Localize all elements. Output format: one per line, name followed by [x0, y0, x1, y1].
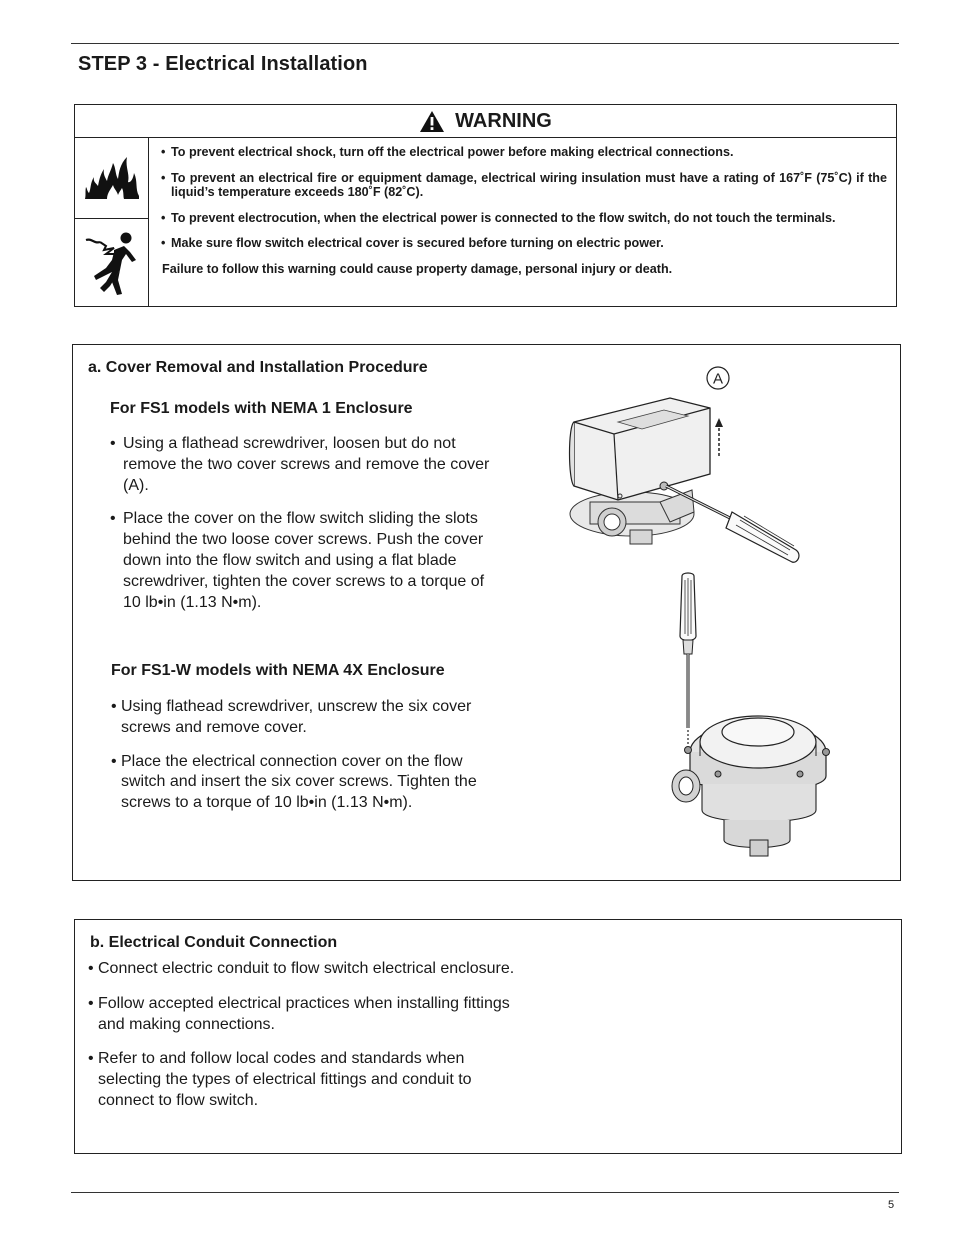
page-number: 5 — [888, 1199, 895, 1211]
fs1w-bullets — [111, 697, 499, 814]
section-b-title: b. Electrical Conduit Connection — [90, 934, 338, 951]
fs1w-heading: For FS1-W models with NEMA 4X Enclosure — [111, 662, 445, 679]
list-item: • Place the electrical connection cover on the flow switch and insert the six cover screws. Tighten the screws to a torque of 10 lb•in (1.13 N•m). — [111, 752, 477, 812]
warning-label: WARNING — [455, 109, 552, 132]
fire-icon-cell — [75, 138, 148, 219]
list-item: • Using flathead screwdriver, unscrew the six cover screws and remove cover. — [111, 698, 472, 736]
figure-label-a: A — [712, 370, 724, 388]
warning-box — [74, 104, 897, 307]
list-item: • Follow accepted electrical practices when installing fittings and making connections. — [88, 994, 510, 1033]
warning-item: • To prevent electrical shock, turn off the electrical power before making electrical connections. — [161, 145, 734, 159]
section-a-title: a. Cover Removal and Installation Procedure — [88, 359, 428, 376]
page-title: STEP 3 - Electrical Installation — [78, 53, 368, 75]
fs1-bullets — [110, 434, 506, 613]
fs1w-cover-removal-illustration — [640, 570, 840, 865]
warning-item: • To prevent an electrical fire or equipment damage, electrical wiring insulation must have a rating of 167˚F (75˚C) if the liquid’s temperature exceeds 180˚F (82˚C). — [161, 170, 887, 199]
warning-failure-text: Failure to follow this warning could cause property damage, personal injury or death. — [162, 261, 673, 276]
warning-item: • Make sure flow switch electrical cover is secured before turning on electric power. — [161, 236, 664, 250]
fs1-heading: For FS1 models with NEMA 1 Enclosure — [110, 400, 413, 417]
bottom-rule — [71, 1192, 899, 1193]
fs1-cover-removal-illustration — [560, 362, 810, 572]
list-item: • Using a flathead screwdriver, loosen but do not remove the two cover screws and remove the cover (A). — [110, 435, 490, 494]
top-rule — [71, 43, 899, 44]
warning-text — [161, 145, 887, 276]
warning-icon-column — [75, 138, 149, 306]
list-item: • Connect electric conduit to flow switch electrical enclosure. — [88, 960, 515, 977]
warning-header — [75, 105, 896, 138]
warning-item: • To prevent electrocution, when the electrical power is connected to the flow switch, do not touch the terminals. — [161, 210, 836, 225]
shock-icon-cell — [75, 219, 148, 306]
warning-triangle-icon — [419, 110, 445, 133]
section-b-bullets — [88, 959, 548, 1112]
electric-shock-icon — [84, 230, 140, 296]
list-item: • Refer to and follow local codes and standards when selecting the types of electrical fittings and conduit to connect to flow switch. — [88, 1050, 472, 1109]
fire-hazard-icon — [83, 155, 141, 201]
list-item: • Place the cover on the flow switch sliding the slots behind the two loose cover screws. Push the cover down into the flow switch and using a flat blade screwdriver, tighten the cover screws to a torque of 10 lb•in (1.13 N•m). — [110, 510, 485, 611]
